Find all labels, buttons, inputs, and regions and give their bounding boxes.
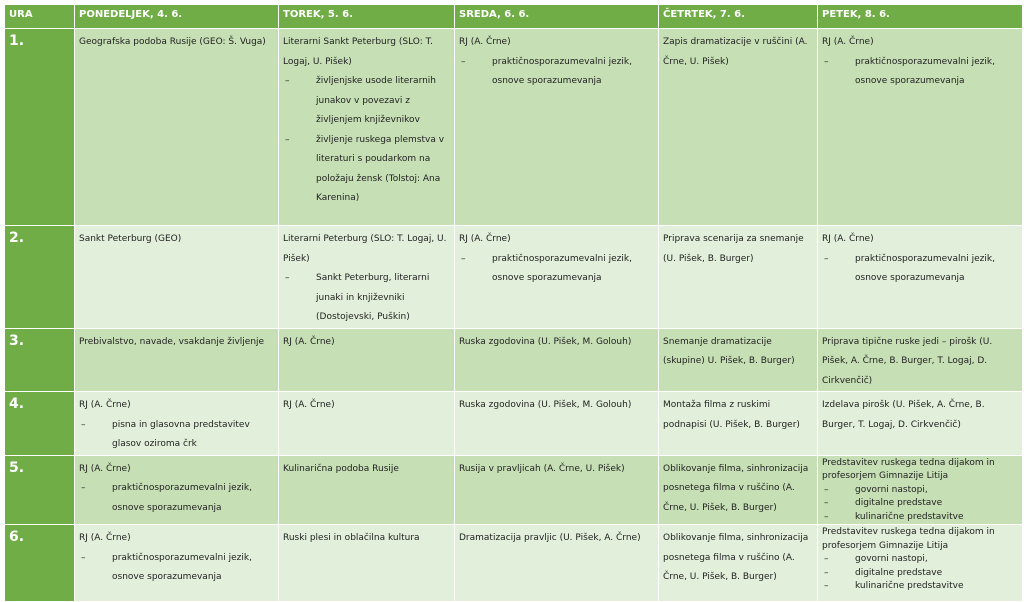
cell-tuesday [279,392,455,456]
cell-monday [75,525,279,602]
cell-text: Prebivalstvo, navade, vsakdanje življenje [79,336,265,347]
table-row [5,525,1023,602]
bullet-item [79,416,274,455]
table-row [5,226,1023,329]
bullet-text: digitalne predstave [855,567,943,578]
bullet-text: govorni nastopi, [855,554,928,564]
header-wednesday: SREDA, 6. 6. [455,5,659,29]
cell-wednesday [455,392,659,456]
header-monday: PONEDELJEK, 4. 6. [75,5,279,29]
cell-text: Priprava scenarija za snemanje (U. Pišek, B. Burger) [663,234,804,264]
bullet-item [822,567,1018,581]
dash-bullet-icon: – [461,56,466,67]
cell-text: Predstavitev ruskega tedna dijakom in profesorjem Gimnazije Litija [822,457,995,481]
bullet-text: praktičnosporazumevalni jezik, osnove sporazumevanja [855,253,995,283]
cell-monday [75,392,279,456]
cell-text: RJ (A. Črne) [79,400,131,410]
cell-text: Ruska zgodovina (U. Pišek, M. Golouh) [459,400,632,410]
cell-tuesday [279,226,455,329]
cell-text: RJ (A. Črne) [459,37,511,47]
cell-thursday [659,392,818,456]
cell-monday [75,328,279,392]
cell-text: Literarni Peterburg (SLO: T. Logaj, U. Pišek) [283,234,447,264]
table-row [5,29,1023,226]
cell-text: Priprava tipične ruske jedi – pirošk (U. Pišek, A. Črne, B. Burger, T. Logaj, D. Cirkvenčič) [822,336,993,386]
cell-tuesday [279,29,455,226]
table-row [5,455,1023,525]
dash-bullet-icon: – [824,511,829,522]
cell-thursday [659,29,818,226]
bullet-text: življenje ruskega plemstva v literaturi s poudarkom na položaju žensk (Tolstoj: Ana Karenina) [316,134,445,203]
bullet-item [79,479,274,518]
dash-bullet-icon: – [824,56,829,67]
cell-tuesday [279,525,455,602]
dash-bullet-icon: – [824,554,829,564]
cell-text: RJ (A. Črne) [822,37,874,47]
cell-tuesday [279,328,455,392]
cell-thursday [659,455,818,525]
bullet-text: govorni nastopi, [855,484,928,495]
cell-text: Sankt Peterburg (GEO) [79,234,182,244]
bullet-text: Sankt Peterburg, literarni junaki in književniki (Dostojevski, Puškin) [316,273,430,322]
dash-bullet-icon: – [81,552,86,563]
cell-text: Montaža filma z ruskimi podnapisi (U. Pišek, B. Burger) [663,400,800,430]
dash-bullet-icon: – [285,134,290,145]
table-row [5,392,1023,456]
cell-monday [75,29,279,226]
cell-friday [818,328,1023,392]
period-number: 2. [5,226,75,329]
cell-thursday [659,328,818,392]
header-ura: URA [5,5,75,29]
bullet-text: praktičnosporazumevalni jezik, osnove sporazumevanja [492,56,632,86]
cell-text: Geografska podoba Rusije (GEO: Š. Vuga) [79,37,266,47]
dash-bullet-icon: – [81,483,86,493]
cell-text: Snemanje dramatizacije (skupine) U. Pišek, B. Burger) [663,336,795,366]
bullet-item [822,553,1018,567]
cell-text: RJ (A. Črne) [283,400,335,410]
bullet-item [283,269,450,328]
period-number: 4. [5,392,75,456]
cell-text: Predstavitev ruskega tedna dijakom in profesorjem Gimnazije Litija [822,527,995,551]
bullet-text: praktičnosporazumevalni jezik, osnove sporazumevanja [855,56,995,86]
cell-text: Kulinarična podoba Rusije [283,463,399,474]
bullet-text: praktičnosporazumevalni jezik, osnove sporazumevanja [492,253,632,283]
cell-thursday [659,226,818,329]
bullet-text: praktičnosporazumevalni jezik, osnove sporazumevanja [112,552,252,582]
period-number: 3. [5,328,75,392]
cell-text: Izdelava pirošk (U. Pišek, A. Črne, B. Burger, T. Logaj, D. Cirkvenčič) [822,400,985,430]
period-number: 5. [5,455,75,525]
cell-thursday [659,525,818,602]
bullet-item [459,53,654,92]
dash-bullet-icon: – [461,253,466,264]
cell-friday [818,226,1023,329]
cell-wednesday [455,455,659,525]
header-friday: PETEK, 8. 6. [818,5,1023,29]
bullet-item [283,72,450,131]
cell-text: Ruski plesi in oblačilna kultura [283,533,420,543]
bullet-text: življenjske usode literarnih junakov v povezavi z življenjem književnikov [316,76,437,125]
bullet-item [822,250,1018,289]
dash-bullet-icon: – [285,76,290,86]
bullet-text: kulinarične predstavitve [855,581,964,591]
dash-bullet-icon: – [824,484,829,495]
cell-text: RJ (A. Črne) [283,336,335,347]
cell-text: Oblikovanje filma, sinhronizacija posnetega filma v ruščino (A. Črne, U. Pišek, B. Burger) [663,463,809,513]
timetable [4,4,1023,602]
dash-bullet-icon: – [824,253,829,264]
cell-friday [818,392,1023,456]
cell-text: Ruska zgodovina (U. Pišek, M. Golouh) [459,336,632,347]
cell-text: RJ (A. Črne) [822,234,874,244]
bullet-item [822,511,1018,525]
cell-friday [818,29,1023,226]
dash-bullet-icon: – [81,419,86,430]
bullet-item [283,131,450,209]
cell-tuesday [279,455,455,525]
cell-text: Zapis dramatizacije v ruščini (A. Črne, U. Pišek) [663,37,808,67]
cell-monday [75,455,279,525]
cell-text: Oblikovanje filma, sinhronizacija posnetega filma v ruščino (A. Črne, U. Pišek, B. Burger) [663,533,809,582]
bullet-item [79,549,274,588]
bullet-item [822,580,1018,594]
bullet-item [459,250,654,289]
cell-monday [75,226,279,329]
period-number: 1. [5,29,75,226]
cell-friday [818,525,1023,602]
dash-bullet-icon: – [285,273,290,283]
cell-wednesday [455,226,659,329]
cell-friday [818,455,1023,525]
period-number: 6. [5,525,75,602]
cell-text: Literarni Sankt Peterburg (SLO: T. Logaj, U. Pišek) [283,37,433,67]
cell-wednesday [455,328,659,392]
cell-wednesday [455,29,659,226]
header-row [5,5,1023,29]
bullet-item [822,484,1018,498]
cell-text: Dramatizacija pravljic (U. Pišek, A. Črne) [459,533,641,543]
bullet-text: digitalne predstave [855,498,943,508]
dash-bullet-icon: – [824,498,829,508]
cell-text: RJ (A. Črne) [459,234,511,244]
header-thursday: ČETRTEK, 7. 6. [659,5,818,29]
header-tuesday: TOREK, 5. 6. [279,5,455,29]
cell-text: Rusija v pravljicah (A. Črne, U. Pišek) [459,463,625,474]
bullet-text: pisna in glasovna predstavitev glasov oziroma črk [112,419,250,449]
table-row [5,328,1023,392]
dash-bullet-icon: – [824,567,829,578]
cell-text: RJ (A. Črne) [79,463,131,474]
cell-text: RJ (A. Črne) [79,533,131,543]
bullet-item [822,497,1018,511]
cell-wednesday [455,525,659,602]
bullet-item [822,53,1018,92]
bullet-text: praktičnosporazumevalni jezik, osnove sporazumevanja [112,483,252,513]
bullet-text: kulinarične predstavitve [855,511,964,522]
dash-bullet-icon: – [824,581,829,591]
